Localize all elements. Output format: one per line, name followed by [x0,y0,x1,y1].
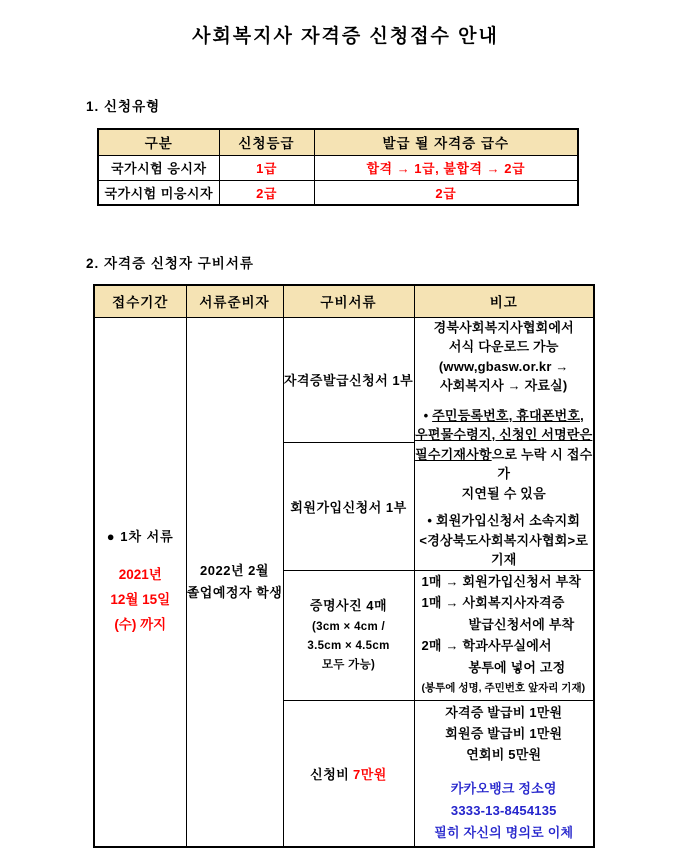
fee-label: 신청비 [310,766,350,782]
cell-doc-photos: 증명사진 4매 (3cm × 4cm / 3.5cm × 4.5cm 모두 가능) [283,570,414,700]
spacer [415,503,594,511]
required-fields-note: • 주민등록번호, 휴대폰번호, 우편물수령지, 신청인 서명란은 필수기재사항으로 누락 시 접수가 지연될 수 있음 [415,407,593,501]
col-header-documents: 구비서류 [283,285,414,317]
col-header-preparer: 서류준비자 [186,285,283,317]
cell-issued: 2급 [314,180,578,205]
preparer-text: 2022년 2월 졸업예정자 학생 [186,562,283,600]
spacer [415,396,594,406]
circle-bullet-icon: ● [106,529,116,545]
table-row [94,317,594,442]
fee-amount: 7만원 [352,766,387,782]
cell-grade: 2급 [219,180,314,205]
cell-grade: 1급 [219,155,314,180]
section1-heading: 1. 신청유형 [86,99,161,114]
cell-reception-period [94,317,186,847]
bank-transfer-info: 카카오뱅크 정소영 3333-13-8454135 필히 자신의 명의로 이체 [434,781,574,841]
fee-breakdown: 자격증 발급비 1만원 회원증 발급비 1만원 연회비 5만원 [445,705,563,763]
page-title: 사회복지사 자격증 신청접수 안내 [192,26,499,47]
cell-issued: 합격 → 1급, 불합격 → 2급 [314,155,578,180]
dot-bullet-icon: • [423,407,429,423]
cell-remarks-fees [414,700,594,847]
deadline-date: 2021년 12월 15일 (수) 까지 [110,567,171,633]
col-header-category: 구분 [98,129,219,155]
cell-category: 국가시험 미응시자 [98,180,219,205]
first-documents-label: ● 1차 서류 [106,529,174,545]
table-header-row [94,285,594,317]
cell-category: 국가시험 응시자 [98,155,219,180]
branch-note: • 회원가입신청서 소속지회 <경상북도사회복지사협회>로 기재 [419,513,589,567]
table-row [98,180,578,205]
col-header-issued: 발급 될 자격증 급수 [314,129,578,155]
cell-document-preparer [186,317,283,847]
required-documents-table [93,284,595,848]
photo-size-note: (3cm × 4cm / 3.5cm × 4.5cm 모두 가능) [307,621,390,671]
col-header-remarks: 비고 [414,285,594,317]
section2-heading: 2. 자격증 신청자 구비서류 [86,256,254,271]
application-type-table [97,128,579,206]
cell-doc-fee [283,700,414,847]
table-row [98,155,578,180]
download-info: 경북사회복지사협회에서 서식 다운로드 가능 (www,gbasw.or.kr → 사회복지사 → 자료실) [433,319,574,393]
col-header-grade: 신청등급 [219,129,314,155]
cell-doc-certificate-application: 자격증발급신청서 1부 [283,317,414,442]
cell-doc-membership-application: 회원가입신청서 1부 [283,442,414,570]
col-header-period: 접수기간 [94,285,186,317]
dot-bullet-icon: • [427,513,433,528]
table-header-row [98,129,578,155]
cell-remarks-photos: 1매 → 회원가입신청서 부착 1매 → 사회복지사자격증 발급신청서에 부착 2매 → 학과사무실에서 봉투에 넣어 고정 (봉투에 성명, 주민번호 앞자리 기재) [414,570,594,700]
cell-remarks-download [414,317,594,570]
